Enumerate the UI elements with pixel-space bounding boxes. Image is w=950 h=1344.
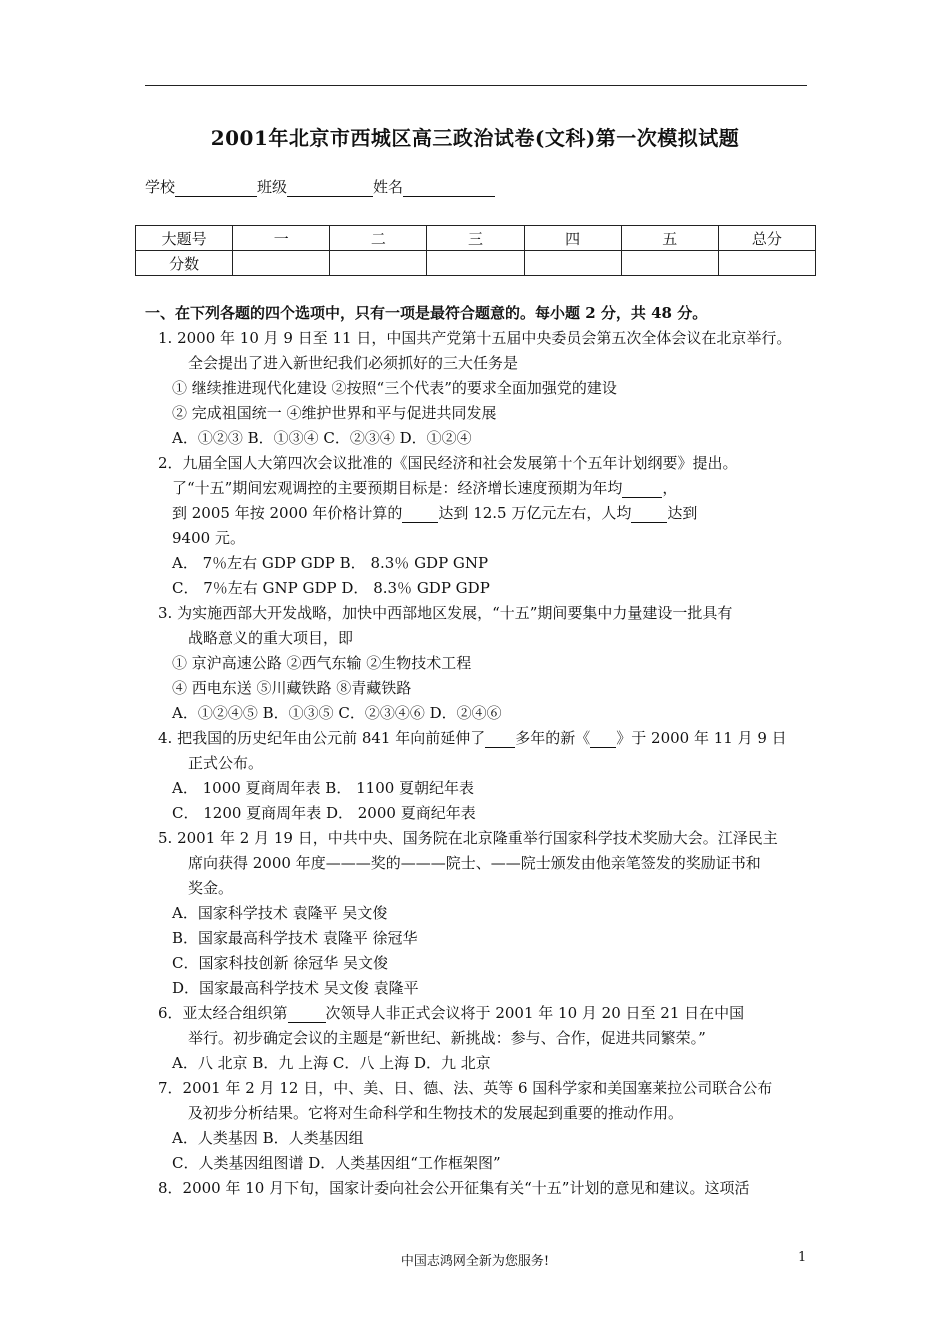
score-cell: 四 (524, 226, 621, 251)
q5-line1: 5. 2001 年 2 月 19 日，中共中央、国务院在北京隆重举行国家科学技术奖励大会。江泽民主 (158, 829, 778, 847)
q4-line1-text1: 4. 把我国的历史纪年由公元前 841 年向前延伸了 (158, 729, 486, 747)
section-heading: 一、在下列各题的四个选项中，只有一项是最符合题意的。每小题 2 分，共 48 分。 (145, 304, 708, 322)
class-label: 班级 (257, 178, 288, 196)
q4-line1-text2: 多年的新《 (515, 729, 591, 747)
score-cell: 二 (330, 226, 427, 251)
score-cell: 总分 (718, 226, 815, 251)
q2-line2 (172, 477, 677, 498)
q1-answers: A．①②③ B．①③④ C．②③④ D．①②④ (172, 429, 472, 447)
q7-answers-ab: A．人类基因 B．人类基因组 (172, 1129, 364, 1147)
q4-line2: 正式公布。 (188, 754, 264, 772)
q1-option1: ① 继续推进现代化建设 ②按照“三个代表”的要求全面加强党的建设 (172, 379, 617, 397)
score-entry[interactable] (233, 251, 330, 276)
q5-answer-d: D．国家最高科学技术 吴文俊 袁隆平 (172, 979, 419, 997)
q5-answer-a: A．国家科学技术 袁隆平 吴文俊 (172, 904, 388, 922)
q4-answers-cd: C． 1200 夏商周年表 D． 2000 夏商纪年表 (172, 804, 476, 822)
q3-line1: 3. 为实施西部大开发战略，加快中西部地区发展，“十五”期间要集中力量建设一批具有 (158, 604, 733, 622)
q2-answers-cd: C． 7％左右 GNP GDP D． 8.3％ GDP GDP (172, 579, 490, 597)
q5-answer-b: B．国家最高科学技术 袁隆平 徐冠华 (172, 929, 418, 947)
q3-option1: ① 京沪高速公路 ②西气东输 ②生物技术工程 (172, 654, 472, 672)
q2-line1: 2．九届全国人大第四次会议批准的《国民经济和社会发展第十个五年计划纲要》提出。 (158, 454, 738, 472)
score-cell: 三 (427, 226, 524, 251)
q4-line1-text3: 》于 2000 年 11 月 9 日 (616, 729, 787, 747)
name-blank[interactable] (403, 182, 495, 197)
score-cell: 一 (233, 226, 330, 251)
school-label: 学校 (145, 178, 176, 196)
score-entry[interactable] (524, 251, 621, 276)
score-table (135, 225, 816, 276)
q2-line4: 9400 元。 (172, 529, 245, 547)
q2-blank2[interactable] (402, 508, 438, 523)
header-rule (145, 85, 807, 86)
q6-line1-text2: 次领导人非正式会议将于 2001 年 10 月 20 日至 21 日在中国 (325, 1004, 745, 1022)
score-cell: 五 (621, 226, 718, 251)
q2-line3-text2: 达到 12.5 万亿元左右，人均 (438, 504, 632, 522)
q2-blank3[interactable] (631, 508, 667, 523)
q6-line2: 举行。初步确定会议的主题是“新世纪、新挑战：参与、合作，促进共同繁荣。” (188, 1029, 706, 1047)
q2-line2-text: 了“十五”期间宏观调控的主要预期目标是：经济增长速度预期为年均 (172, 479, 623, 497)
q2-line3-text1: 到 2005 年按 2000 年价格计算的 (172, 504, 403, 522)
q4-line1 (158, 727, 787, 748)
school-blank[interactable] (175, 182, 257, 197)
q4-blank1[interactable] (485, 733, 515, 748)
q3-answers: A．①②④⑤ B．①③⑤ C．②③④⑥ D．②④⑥ (172, 704, 502, 722)
score-table-header-row (136, 226, 816, 251)
q2-answers-ab: A． 7％左右 GDP GDP B． 8.3％ GDP GNP (172, 554, 489, 572)
q6-line1-text1: 6．亚太经合组织第 (158, 1004, 288, 1022)
q7-line1: 7．2001 年 2 月 12 日，中、美、日、德、法、英等 6 国科学家和美国塞莱拉公司联合公布 (158, 1079, 773, 1097)
score-table-score-row (136, 251, 816, 276)
q6-answers: A．八 北京 B．九 上海 C．八 上海 D．九 北京 (172, 1054, 491, 1072)
score-cell: 大题号 (136, 226, 233, 251)
q1-line2: 全会提出了进入新世纪我们必须抓好的三大任务是 (188, 354, 519, 372)
class-blank[interactable] (287, 182, 373, 197)
q2-line3-text3: 达到 (667, 504, 698, 522)
q3-option2: ④ 西电东送 ⑤川藏铁路 ⑧青藏铁路 (172, 679, 412, 697)
score-entry[interactable] (330, 251, 427, 276)
q8-line1: 8．2000 年 10 月下旬，国家计委向社会公开征集有关“十五”计划的意见和建议。这项活 (158, 1179, 750, 1197)
page-number: 1 (798, 1250, 807, 1265)
q2-line3 (172, 502, 697, 523)
q4-answers-ab: A． 1000 夏商周年表 B． 1100 夏朝纪年表 (172, 779, 475, 797)
footer-text: 中国志鸿网全新为您服务! (400, 1254, 550, 1269)
score-row-label: 分数 (136, 251, 233, 276)
student-info (145, 176, 495, 197)
q5-line3: 奖金。 (188, 879, 234, 897)
q1-option2: ② 完成祖国统一 ④维护世界和平与促进共同发展 (172, 404, 497, 422)
q5-answer-c: C．国家科技创新 徐冠华 吴文俊 (172, 954, 389, 972)
q7-line2: 及初步分析结果。它将对生命科学和生物技术的发展起到重要的推动作用。 (188, 1104, 684, 1122)
q6-blank[interactable] (288, 1008, 326, 1023)
q1-line1: 1. 2000 年 10 月 9 日至 11 日，中国共产党第十五届中央委员会第五次全体会议在北京举行。 (158, 329, 792, 347)
q6-line1 (158, 1002, 744, 1023)
name-label: 姓名 (373, 178, 404, 196)
q7-answers-cd: C．人类基因组图谱 D．人类基因组“工作框架图” (172, 1154, 501, 1172)
score-entry[interactable] (718, 251, 815, 276)
q2-blank1[interactable] (622, 483, 662, 498)
q3-line2: 战略意义的重大项目，即 (188, 629, 354, 647)
score-entry[interactable] (621, 251, 718, 276)
q2-line2-end: ， (662, 479, 678, 497)
q5-line2: 席向获得 2000 年度———奖的———院士、——院士颁发由他亲笔签发的奖励证书和 (188, 854, 761, 872)
q4-blank2[interactable] (590, 733, 616, 748)
score-entry[interactable] (427, 251, 524, 276)
page-title: 2001年北京市西城区高三政治试卷(文科)第一次模拟试题 (210, 126, 740, 150)
